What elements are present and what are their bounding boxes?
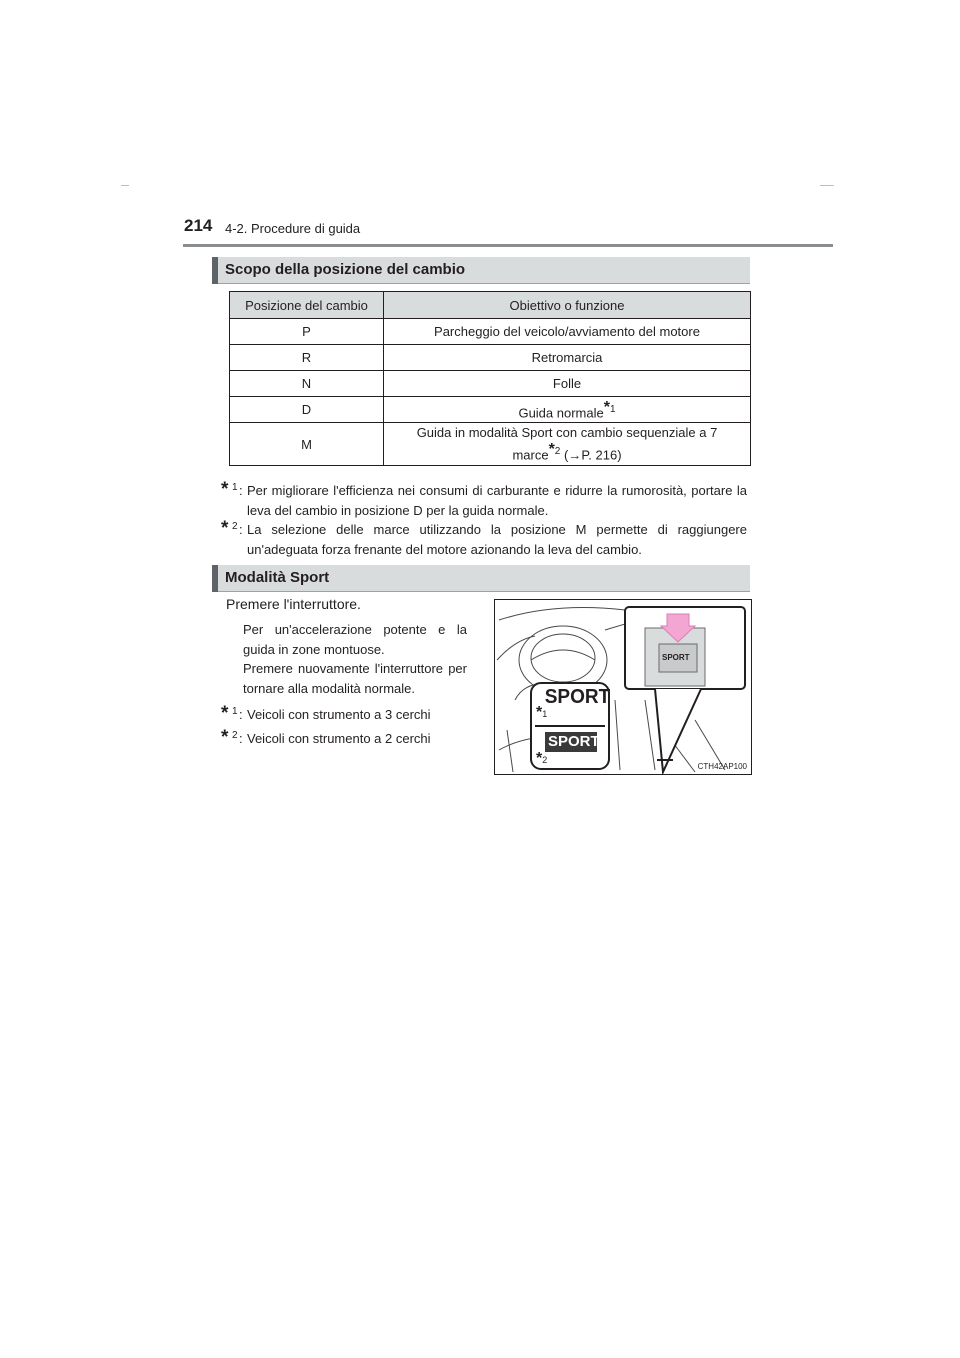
table-cell: Folle xyxy=(384,371,751,397)
section-heading-sport-mode xyxy=(212,565,750,592)
sport-switch-illustration xyxy=(494,599,752,775)
dashboard-drawing xyxy=(495,600,751,774)
table-row xyxy=(230,371,751,397)
asterisk: * xyxy=(221,703,229,724)
section-title: Scopo della posizione del cambio xyxy=(225,261,466,278)
indicator-2-star xyxy=(536,750,547,768)
table-cell: Retromarcia xyxy=(384,345,751,371)
footnote-number: 1 xyxy=(232,706,238,717)
indicator-2-label: SPORT xyxy=(548,733,600,750)
section-title: Modalità Sport xyxy=(225,569,330,586)
table-row xyxy=(230,345,751,371)
footnote xyxy=(221,729,471,749)
crop-mark-left xyxy=(121,185,129,186)
table-cell: N xyxy=(230,371,384,397)
footnote-colon: : xyxy=(239,731,243,746)
footnote-number: 1 xyxy=(232,482,238,493)
gear-position-table xyxy=(229,291,751,466)
cell-text-line: Guida in modalità Sport con cambio sequenziale a 7 xyxy=(416,425,718,441)
footnote-number: 2 xyxy=(232,521,238,532)
footnote-text: Per migliorare l'efficienza nei consumi di carburante e ridurre la rumorosità, portare la leva del cambio in posizione D per la guida normale. xyxy=(247,483,747,518)
section-heading-tab xyxy=(212,257,218,284)
table-cell: Parcheggio del veicolo/avviamento del motore xyxy=(384,319,751,345)
footnote-ref xyxy=(603,398,616,416)
table-cell: D xyxy=(230,397,384,423)
table-cell: R xyxy=(230,345,384,371)
table-cell xyxy=(384,397,751,423)
section-heading-gear-positions xyxy=(212,257,750,284)
switch-button-label: SPORT xyxy=(662,653,690,662)
table-row xyxy=(230,319,751,345)
page-reference: (→P. 216) xyxy=(563,447,622,463)
cell-text: marce xyxy=(512,447,549,463)
table-cell xyxy=(384,423,751,466)
footnote-text: Veicoli con strumento a 3 cerchi xyxy=(247,707,431,722)
table-row xyxy=(230,397,751,423)
footnote-ref-number: 1 xyxy=(609,403,616,415)
footnote-colon: : xyxy=(239,707,243,722)
asterisk: * xyxy=(603,398,610,416)
indicator-1-label: SPORT xyxy=(544,686,611,708)
header-rule xyxy=(183,244,833,247)
asterisk: * xyxy=(548,441,555,459)
asterisk: * xyxy=(536,704,543,721)
footnote-number: 2 xyxy=(232,730,238,741)
table-header-row xyxy=(230,292,751,319)
footnote-text: La selezione delle marce utilizzando la posizione M permette di raggiungere un'adeguata forza frenante del motore azionando la leva del cambio. xyxy=(247,522,747,557)
footnote-ref xyxy=(548,441,561,459)
cell-text: Guida normale xyxy=(518,405,604,421)
table-cell: P xyxy=(230,319,384,345)
star-number: 1 xyxy=(542,709,548,719)
crop-mark-right xyxy=(820,185,834,186)
footnote xyxy=(221,481,747,521)
indicator-1-star xyxy=(536,704,547,722)
cell-text-line xyxy=(390,441,744,463)
table-row xyxy=(230,423,751,466)
footnote-text: Veicoli con strumento a 2 cerchi xyxy=(247,731,431,746)
running-head: 4-2. Procedure di guida xyxy=(225,221,361,236)
asterisk: * xyxy=(536,750,543,767)
table-header: Obiettivo o funzione xyxy=(384,292,751,319)
figure-code: CTH42AP100 xyxy=(697,762,747,771)
footnote xyxy=(221,520,747,560)
page-number: 214 xyxy=(184,216,213,235)
description-paragraph: Per un'accelerazione potente e la guida in zone montuose. xyxy=(243,622,467,657)
table-header: Posizione del cambio xyxy=(230,292,384,319)
footnote-ref-number: 2 xyxy=(554,446,561,458)
description-paragraph: Premere nuovamente l'interruttore per tornare alla modalità normale. xyxy=(243,661,467,696)
footnote xyxy=(221,705,471,725)
section-heading-tab xyxy=(212,565,218,592)
footnote-colon: : xyxy=(239,522,243,537)
instruction-text: Premere l'interruttore. xyxy=(226,596,361,612)
star-number: 2 xyxy=(542,755,548,765)
asterisk: * xyxy=(221,727,229,748)
asterisk: * xyxy=(221,479,229,500)
footnote-colon: : xyxy=(239,483,243,498)
asterisk: * xyxy=(221,518,229,539)
table-cell: M xyxy=(230,423,384,466)
